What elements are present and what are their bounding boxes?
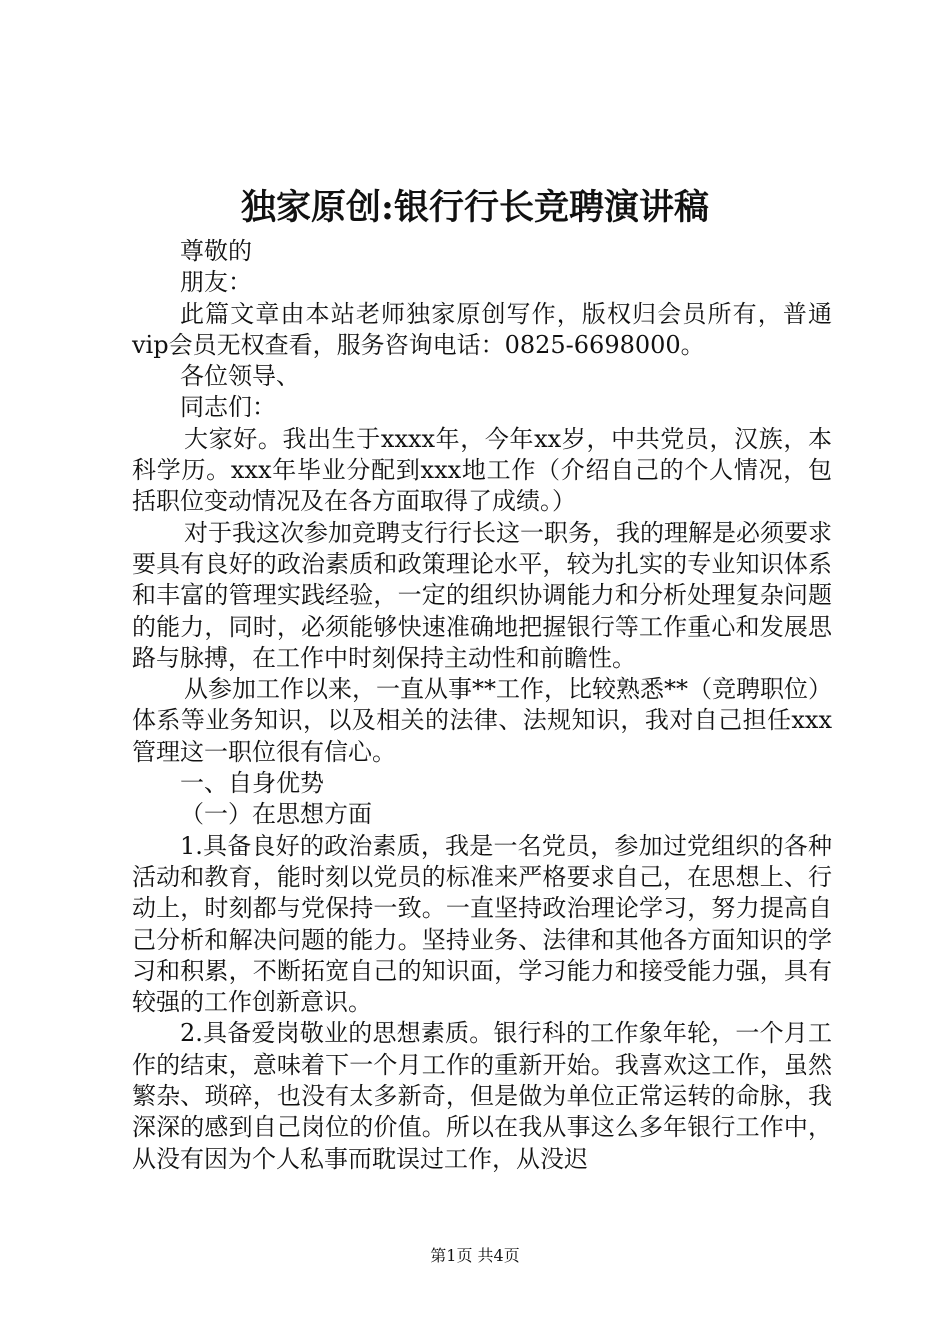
point-1-paragraph: 1.具备良好的政治素质，我是一名党员，参加过党组织的各种活动和教育，能时刻以党员的标准来严格要求自己，在思想上、行动上，时刻都与党保持一致。一直坚持政治理论学习，努力提高自己分析和解决问题的能力。坚持业务、法律和其他各方面知识的学习和积累，不断拓宽自己的知识面，学习能力和接受能力强，具有较强的工作创新意识。	[132, 831, 832, 1017]
copyright-notice: 此篇文章由本站老师独家原创写作，版权归会员所有，普通vip会员无权查看，服务咨询电话：0825-6698000。	[132, 299, 832, 359]
intro-paragraph: 大家好。我出生于xxxx年，今年xx岁，中共党员，汉族，本科学历。xxx年毕业分配到xxx地工作（介绍自己的个人情况，包括职位变动情况及在各方面取得了成绩。）	[132, 424, 832, 516]
salutation-line-2: 朋友：	[180, 268, 252, 297]
salutation-line-1: 尊敬的	[180, 237, 252, 265]
document-body	[132, 236, 832, 1175]
experience-paragraph: 从参加工作以来，一直从事**工作，比较熟悉**（竞聘职位）体系等业务知识，以及相关的法律、法规知识，我对自己担任xxx管理这一职位很有信心。	[132, 675, 832, 766]
understanding-paragraph: 对于我这次参加竞聘支行行长这一职务，我的理解是必须要求要具有良好的政治素质和政策理论水平，较为扎实的专业知识体系和丰富的管理实践经验，一定的组织协调能力和分析处理复杂问题的能力，同时，必须能够快速准确地把握银行等工作重心和发展思路与脉搏，在工作中时刻保持主动性和前瞻性。	[132, 518, 832, 672]
greeting-line-1: 各位领导、	[180, 362, 300, 391]
subsection-heading: （一）在思想方面	[180, 800, 372, 829]
page-footer: 第1页 共4页	[430, 1246, 520, 1265]
greeting-line-2: 同志们：	[180, 393, 276, 422]
section-heading: 一、自身优势	[180, 769, 324, 798]
point-2-paragraph: 2.具备爱岗敬业的思想素质。银行科的工作象年轮，一个月工作的结束，意味着下一个月工作的重新开始。我喜欢这工作，虽然繁杂、琐碎，也没有太多新奇，但是做为单位正常运转的命脉，我深深的感到自己岗位的价值。所以在我从事这么多年银行工作中，从没有因为个人私事而耽误过工作，从没迟	[132, 1019, 832, 1173]
page-title: 独家原创:银行行长竞聘演讲稿	[241, 187, 709, 228]
